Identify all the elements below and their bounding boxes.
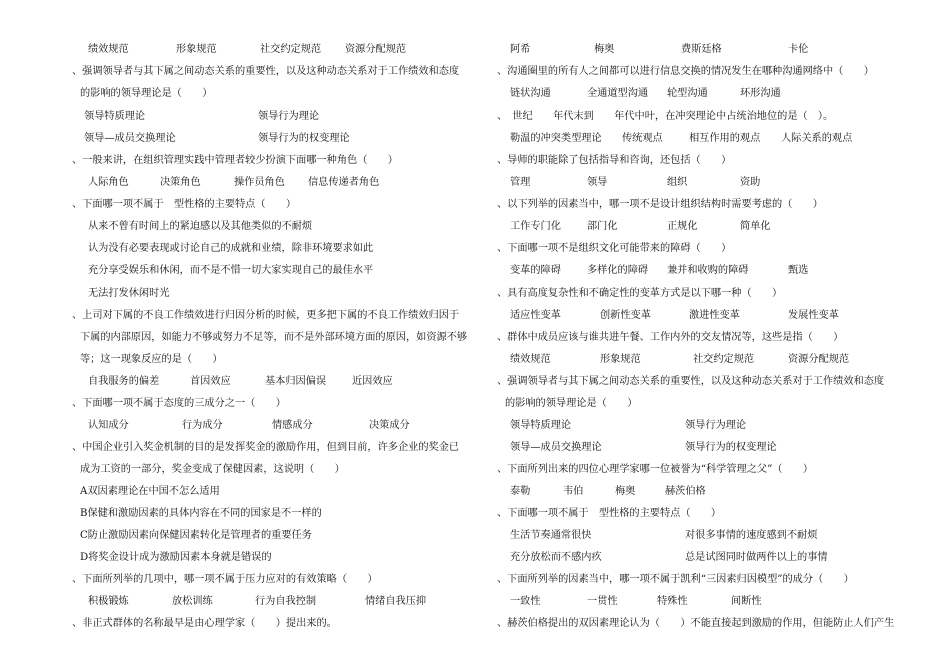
question-text: 、赫茨伯格提出的双因素理论认为（ ）不能直接起到激励的作用，但能防止人们产生 xyxy=(497,618,895,629)
option-b: 形象规范 xyxy=(176,44,217,55)
option-b: 一贯性 xyxy=(587,596,618,607)
question-text: 、非正式群体的名称最早是由心理学家（ ）提出来的。 xyxy=(72,618,337,629)
option-a: 从来不曾有时间上的紧迫感以及其他类似的不耐烦 xyxy=(88,221,313,232)
option-a: A双因素理论在中国不怎么适用 xyxy=(80,486,220,497)
option-d: 无法打发休闲时光 xyxy=(88,288,170,299)
option-d: 资源分配规范 xyxy=(788,354,850,365)
question-text: 下属的内部原因，如能力不够或努力不足等，而不是外部环境方面的原因，如资源不够 xyxy=(80,332,468,343)
option-c: 兼并和收购的障碍 xyxy=(667,265,749,276)
question-text: 、下面所列举的因素当中，哪一项不属于凯利“三因素归因模型”的成分（ ） xyxy=(497,574,854,585)
option-a: 变革的障碍 xyxy=(510,265,561,276)
option-d: 总是试图同时做两件以上的事情 xyxy=(685,552,828,563)
option-d: 环形沟通 xyxy=(740,88,781,99)
option-b: 领导行为理论 xyxy=(685,420,747,431)
option-d: 信息传递者角色 xyxy=(308,177,380,188)
option-a: 生活节奏通常很快 xyxy=(510,530,592,541)
option-d: 近因效应 xyxy=(352,376,393,387)
option-b: 领导行为理论 xyxy=(258,111,320,122)
option-a: 自我服务的偏差 xyxy=(88,376,160,387)
option-b: 行为成分 xyxy=(182,420,223,431)
option-c: 激进性变革 xyxy=(689,310,740,321)
option-c: 正规化 xyxy=(667,221,698,232)
question-text: 、下面所列出来的四位心理学家哪一位被誉为“科学管理之父”（ ） xyxy=(497,464,814,475)
option-c: 特殊性 xyxy=(657,596,688,607)
question-text: 、一般来讲，在组织管理实践中管理者较少扮演下面哪一种角色（ ） xyxy=(72,155,398,166)
option-d: 决策成分 xyxy=(369,420,410,431)
question-text: 等；这一现象反应的是（ ） xyxy=(80,354,223,365)
option-a: 一致性 xyxy=(510,596,541,607)
option-a: 泰勒 xyxy=(510,486,531,497)
question-text: 、下面哪一项不属于 型性格的主要特点（ ） xyxy=(72,199,297,210)
option-c: 情感成分 xyxy=(272,420,313,431)
option-c: 相互作用的观点 xyxy=(689,133,761,144)
option-b: 决策角色 xyxy=(160,177,201,188)
option-c: 领导—成员交换理论 xyxy=(510,442,602,453)
option-d: 资助 xyxy=(740,177,761,188)
option-b: 韦伯 xyxy=(563,486,584,497)
option-a: 领导特质理论 xyxy=(84,111,146,122)
option-d: 间断性 xyxy=(731,596,762,607)
option-b: 首因效应 xyxy=(190,376,231,387)
question-text: 成为工资的一部分，奖金变成了保健因素，这说明（ ） xyxy=(80,464,345,475)
question-text: 、 世纪 年代末到 年代中叶，在冲突理论中占统治地位的是（ ）。 xyxy=(497,111,834,122)
option-d: 资源分配规范 xyxy=(345,44,407,55)
option-b: 创新性变革 xyxy=(600,310,651,321)
option-d: D将奖金设计成为激励因素本身就是错误的 xyxy=(80,552,272,563)
option-d: 领导行为的权变理论 xyxy=(258,133,350,144)
option-b: 认为没有必要表现或讨论自己的成就和业绩，除非环境要求如此 xyxy=(88,243,374,254)
option-a: 绩效规范 xyxy=(88,44,129,55)
option-b: 多样化的障碍 xyxy=(587,265,649,276)
question-text: 的影响的领导理论是（ ） xyxy=(80,88,213,99)
option-a: 人际角色 xyxy=(88,177,129,188)
option-d: 卡伦 xyxy=(788,44,809,55)
question-text: 、以下列举的因素当中，哪一项不是设计组织结构时需要考虑的（ ） xyxy=(497,199,823,210)
option-a: 绩效规范 xyxy=(510,354,551,365)
option-c: C防止激励因素向保健因素转化是管理者的重要任务 xyxy=(80,530,312,541)
option-d: 简单化 xyxy=(740,221,771,232)
question-text: 、群体中成员应该与谁共进午餐、工作内外的交友情况等，这些是指（ ） xyxy=(497,332,844,343)
question-text: 、下面哪一项不是组织文化可能带来的障碍（ ） xyxy=(497,243,732,254)
option-d: 赫茨伯格 xyxy=(665,486,706,497)
question-text: 、中国企业引入奖金机制的目的是发挥奖金的激励作用，但到目前，许多企业的奖金已 xyxy=(72,442,460,453)
option-b: 部门化 xyxy=(587,221,618,232)
option-b: 对很多事情的速度感到不耐烦 xyxy=(685,530,818,541)
option-a: 工作专门化 xyxy=(510,221,561,232)
option-c: 费斯廷格 xyxy=(681,44,722,55)
option-d: 甄选 xyxy=(788,265,809,276)
question-text: 、下面哪一项不属于态度的三成分之一（ ） xyxy=(72,398,286,409)
option-a: 积极锻炼 xyxy=(88,596,129,607)
option-a: 勒温的冲突类型理论 xyxy=(510,133,602,144)
option-b: 梅奥 xyxy=(594,44,615,55)
option-a: 管理 xyxy=(510,177,531,188)
option-d: 发展性变革 xyxy=(788,310,839,321)
question-text: 的影响的领导理论是（ ） xyxy=(505,398,638,409)
option-c: 社交约定规范 xyxy=(693,354,755,365)
option-c: 基本归因偏误 xyxy=(265,376,327,387)
option-b: 领导 xyxy=(587,177,608,188)
option-a: 认知成分 xyxy=(88,420,129,431)
option-c: 梅奥 xyxy=(615,486,636,497)
option-c: 充分享受娱乐和休闲，而不是不惜一切大家实现自己的最佳水平 xyxy=(88,265,374,276)
option-b: 全通道型沟通 xyxy=(587,88,649,99)
option-d: 人际关系的观点 xyxy=(781,133,853,144)
option-b: 放松训练 xyxy=(172,596,213,607)
option-b: 形象规范 xyxy=(600,354,641,365)
option-c: 行为自我控制 xyxy=(255,596,317,607)
option-c: 轮型沟通 xyxy=(667,88,708,99)
option-a: 阿希 xyxy=(510,44,531,55)
option-c: 社交约定规范 xyxy=(260,44,322,55)
question-text: 、强调领导者与其下属之间动态关系的重要性，以及这种动态关系对于工作绩效和态度 xyxy=(497,376,885,387)
question-text: 、下面所列举的几项中，哪一项不属于压力应对的有效策略（ ） xyxy=(72,574,378,585)
option-a: 适应性变革 xyxy=(510,310,561,321)
option-d: 情绪自我压抑 xyxy=(365,596,427,607)
option-c: 充分放松而不感内疚 xyxy=(510,552,602,563)
question-text: 、强调领导者与其下属之间动态关系的重要性，以及这种动态关系对于工作绩效和态度 xyxy=(72,66,460,77)
option-c: 操作员角色 xyxy=(234,177,285,188)
option-a: 链状沟通 xyxy=(510,88,551,99)
option-b: B保健和激励因素的具体内容在不同的国家是不一样的 xyxy=(80,508,322,519)
option-c: 组织 xyxy=(667,177,688,188)
option-a: 领导特质理论 xyxy=(510,420,572,431)
question-text: 、下面哪一项不属于 型性格的主要特点（ ） xyxy=(497,508,722,519)
question-text: 、沟通圈里的所有人之间都可以进行信息交换的情况发生在哪种沟通网络中（ ） xyxy=(497,66,874,77)
question-text: 、具有高度复杂性和不确定性的变革方式是以下哪一种（ ） xyxy=(497,288,783,299)
question-text: 、导师的职能除了包括指导和咨询，还包括（ ） xyxy=(497,155,732,166)
question-text: 、上司对下属的不良工作绩效进行归因分析的时候，更多把下属的不良工作绩效归因于 xyxy=(72,310,460,321)
option-b: 传统观点 xyxy=(622,133,663,144)
option-c: 领导—成员交换理论 xyxy=(84,133,176,144)
option-d: 领导行为的权变理论 xyxy=(685,442,777,453)
